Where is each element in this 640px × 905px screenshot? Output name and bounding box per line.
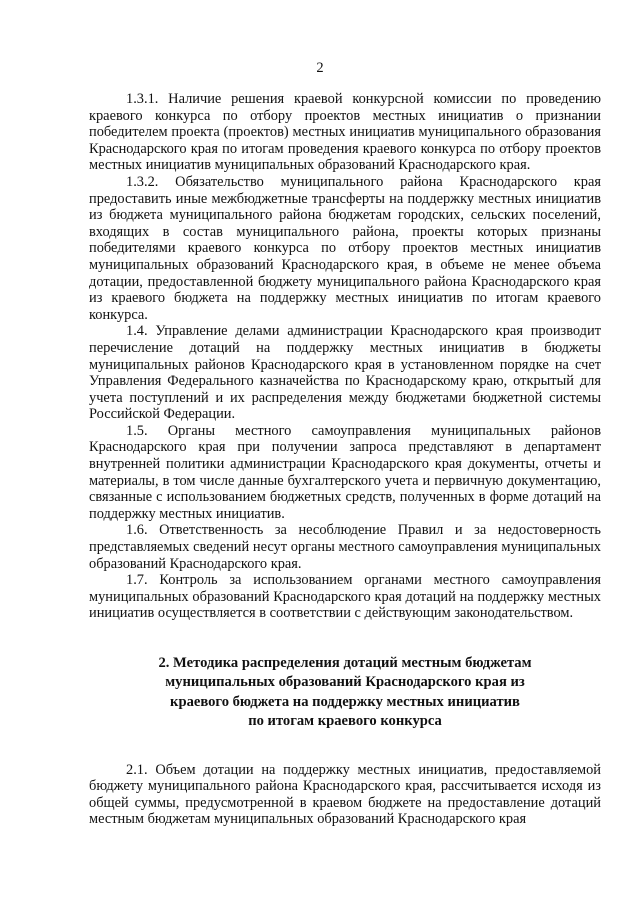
section-2-heading [89, 654, 601, 732]
section-heading-line-2: муниципальных образований Краснодарского края из [165, 674, 525, 691]
paragraph-1-6: 1.6. Ответственность за несоблюдение Правил и за недостоверность представляемых сведений несут органы местного самоуправления муниципальных образований Краснодарского края. [89, 522, 601, 572]
paragraph-1-5: 1.5. Органы местного самоуправления муниципальных районов Краснодарского края при получении запроса представляют в департамент внутренней политики администрации Краснодарского края документы, отчеты и материалы, в том числе данные бухгалтерского учета и первичную документацию, связанные с использованием бюджетных средств, полученных в форме дотаций на поддержку местных инициатив. [89, 422, 601, 522]
paragraph-2-1: 2.1. Объем дотации на поддержку местных инициатив, предоставляемой бюджету муниципального района Краснодарского края, рассчитывается исходя из общей суммы, предусмотренной в краевом бюджете на предоставление дотаций местным бюджетам муниципальных образований Краснодарского края [89, 761, 601, 828]
paragraph-1-7: 1.7. Контроль за использованием органами местного самоуправления муниципальных образований Краснодарского края дотаций на поддержку местных инициатив осуществляется в соответствии с действующим законодательством. [89, 572, 601, 622]
paragraph-1-4: 1.4. Управление делами администрации Краснодарского края производит перечисление дотаций на поддержку местных инициатив в бюджеты муниципальных районов Краснодарского края в установленном порядке на счет Управления Федерального казначейства по Краснодарскому краю, открытый для учета поступлений и их распределения между бюджетами бюджетной системы Российской Федерации. [89, 323, 601, 423]
document-body [89, 91, 601, 828]
paragraph-1-3-1: 1.3.1. Наличие решения краевой конкурсной комиссии по проведению краевого конкурса по отбору проектов местных инициатив о признании победителем проекта (проектов) местных инициатив муниципального образования Краснодарского края по итогам проведения краевого конкурса по отбору проектов местных инициатив муниципальных образований Краснодарского края. [89, 91, 601, 174]
section-heading-line-3: краевого бюджета на поддержку местных инициатив [170, 693, 520, 710]
section-heading-line-1: 2. Методика распределения дотаций местным бюджетам [158, 655, 532, 671]
section-heading-line-4: по итогам краевого конкурса [248, 713, 442, 730]
paragraph-1-3-2: 1.3.2. Обязательство муниципального района Краснодарского края предоставить иные межбюджетные трансферты на поддержку местных инициатив из бюджета муниципального района бюджетам городских, сельских поселений, входящих в состав муниципального района, проекты которых признаны победителями краевого конкурса по отбору проектов местных инициатив муниципальных образований Краснодарского края, в объеме не менее объема дотации, предоставленной бюджету муниципального района Краснодарского края из краевого бюджета на поддержку местных инициатив по итогам краевого конкурса. [89, 173, 601, 323]
page-number: 2 [316, 60, 324, 76]
